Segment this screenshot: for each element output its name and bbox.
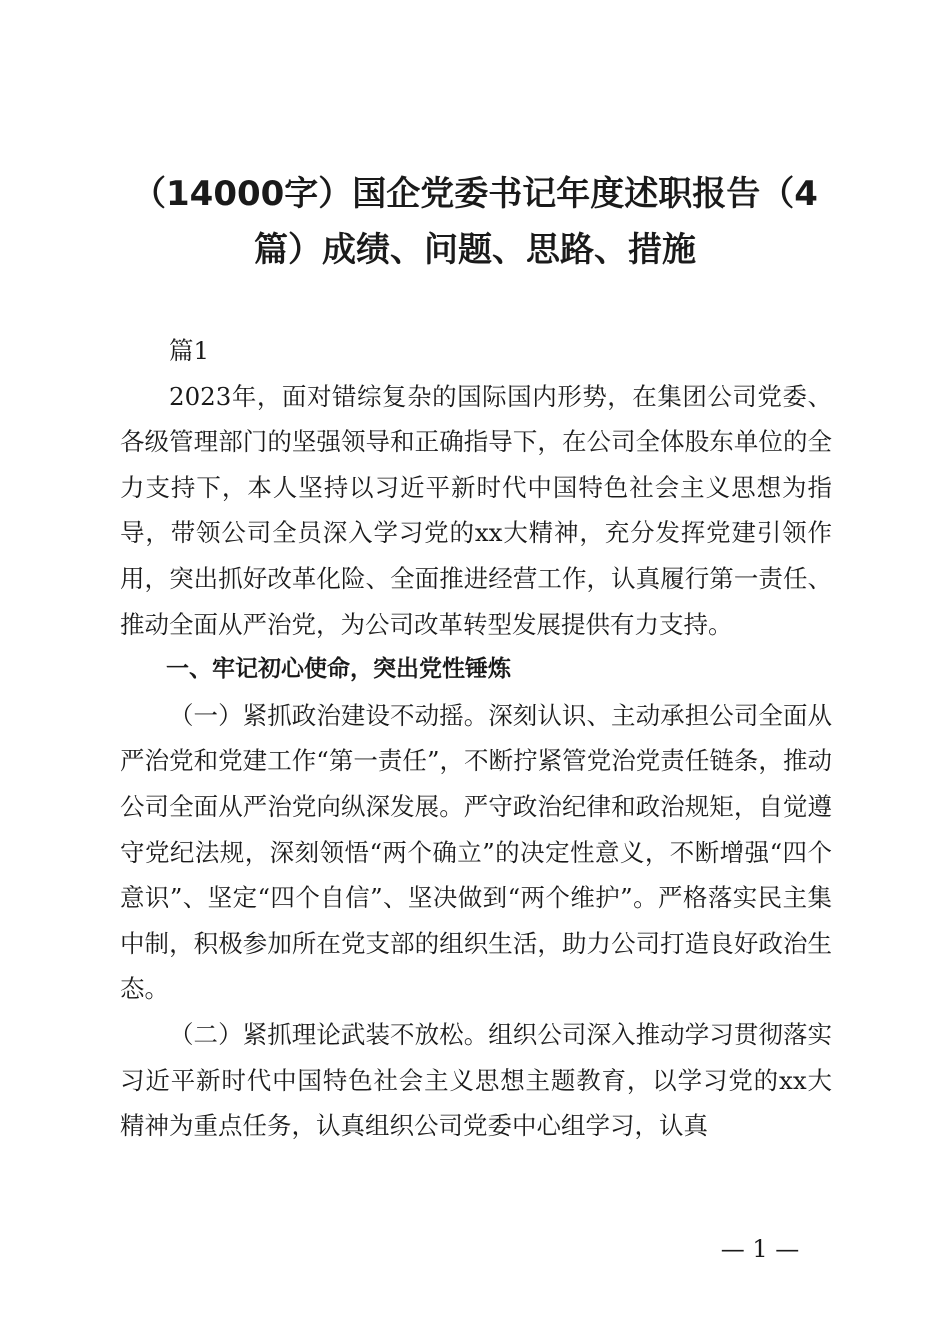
document-body	[120, 328, 832, 1149]
paragraph-theory-study: （二）紧抓理论武装不放松。组织公司深入推动学习贯彻落实习近平新时代中国特色社会主义思想主题教育，以学习党的xx大精神为重点任务，认真组织公司党委中心组学习，认真	[120, 1019, 832, 1141]
page-number: — 1 —	[720, 1235, 800, 1263]
paragraph-political-building: （一）紧抓政治建设不动摇。深刻认识、主动承担公司全面从严治党和党建工作“第一责任”，不断拧紧管党治党责任链条，推动公司全面从严治党向纵深发展。严守政治纪律和政治规矩，自觉遵守党纪法规，深刻领悟“两个确立”的决定性意义，不断增强“四个意识”、坚定“四个自信”、坚决做到“两个维护”。严格落实民主集中制，积极参加所在党支部的组织生活，助力公司打造良好政治生态。	[120, 700, 832, 1004]
title-line-1: （14000字）国企党委书记年度述职报告（4	[132, 174, 818, 214]
section-heading: 一、牢记初心使命，突出党性锤炼	[166, 656, 511, 683]
paragraph-intro: 2023年，面对错综复杂的国际国内形势，在集团公司党委、各级管理部门的坚强领导和正确指导下，在公司全体股东单位的全力支持下，本人坚持以习近平新时代中国特色社会主义思想为指导，带领公司全员深入学习党的xx大精神，充分发挥党建引领作用，突出抓好改革化险、全面推进经营工作，认真履行第一责任、推动全面从严治党，为公司改革转型发展提供有力支持。	[120, 381, 832, 639]
section-label: 篇1	[169, 336, 210, 365]
document-title	[120, 166, 830, 278]
title-line-2: 篇）成绩、问题、思路、措施	[254, 230, 696, 270]
